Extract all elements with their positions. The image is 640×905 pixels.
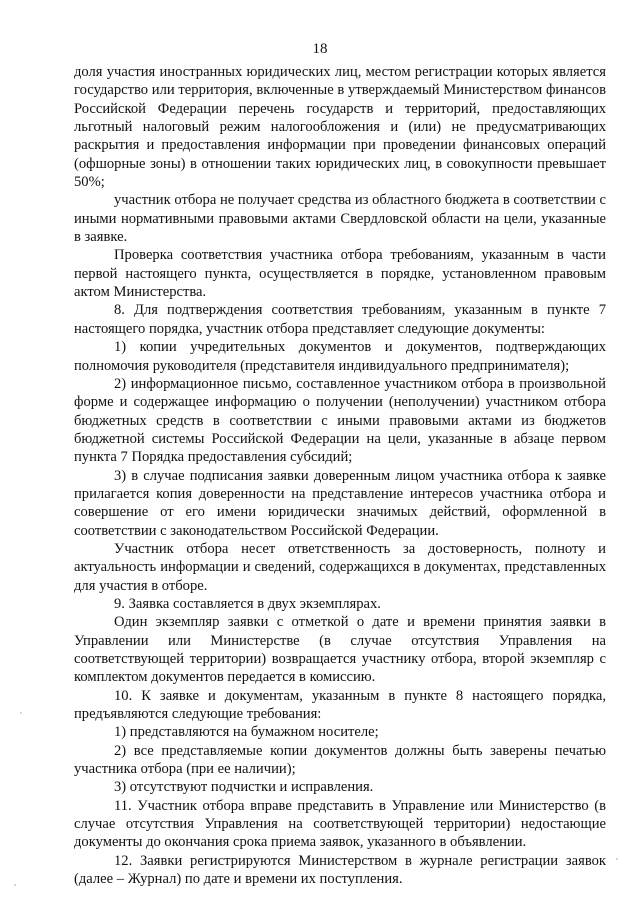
paragraph: 2) все представляемые копии документов должны быть заверены печатью участника отбора (при ее наличии); bbox=[74, 742, 606, 778]
paragraph: Проверка соответствия участника отбора требованиям, указанным в части первой настоящего пункта, осуществляется в порядке, установленном правовым актом Министерства. bbox=[74, 247, 606, 301]
paragraph: 3) в случае подписания заявки доверенным лицом участника отбора к заявке прилагается копия доверенности на представление интересов участника отбора и совершение от его имени юридически значимых действий, оформленной в соответствии с законодательством Российской Федерации. bbox=[74, 467, 606, 539]
paragraph: 1) копии учредительных документов и документов, подтверждающих полномочия руководителя (представителя индивидуального предпринимателя); bbox=[74, 339, 606, 374]
paragraph: 10. К заявке и документам, указанным в пункте 8 настоящего порядка, предъявляются следующие требования: bbox=[74, 687, 606, 723]
paragraph: 8. Для подтверждения соответствия требованиям, указанным в пункте 7 настоящего порядка, участник отбора представляет следующие документы: bbox=[74, 302, 606, 337]
scan-speck bbox=[616, 858, 618, 860]
paragraph: 2) информационное письмо, составленное участником отбора в произвольной форме и содержащее информацию о получении (неполучении) участником отбора бюджетных средств в соответствии с иными правовыми актами из бюджетов бюджетной системы Российской Федерации на цели, указанные в абзаце первом пункта 7 Порядка предоставления субсидий; bbox=[74, 375, 606, 466]
paragraph: доля участия иностранных юридических лиц, местом регистрации которых является государство или территория, включенные в утверждаемый Министерством финансов Российской Федерации перечень государств и территорий, предоставляющих льготный налоговый режим налогообложения и (или) не предусматривающих раскрытия и предоставления информации при проведении финансовых операций (офшорные зоны) в отношении таких юридических лиц, в совокупности превышает 50%; bbox=[74, 64, 606, 191]
scan-speck bbox=[14, 884, 16, 886]
scan-speck bbox=[20, 712, 22, 714]
paragraph: 11. Участник отбора вправе представить в Управление или Министерство (в случае отсутствия Управления на соответствующей территории) недостающие документы до окончания срока приема заявок, указанного в объявлении. bbox=[74, 797, 606, 851]
page-number: 18 bbox=[312, 41, 328, 57]
paragraph: Участник отбора несет ответственность за достоверность, полноту и актуальность информации и сведений, содержащихся в документах, представленных для участия в отборе. bbox=[74, 540, 606, 594]
paragraph: Один экземпляр заявки с отметкой о дате и времени принятия заявки в Управлении или Министерстве (в случае отсутствия Управления на соответствующей территории) возвращается участнику отбора, второй экземпляр с комплектом документов передается в комиссию. bbox=[74, 614, 606, 686]
paragraph: 12. Заявки регистрируются Министерством в журнале регистрации заявок (далее – Журнал) по дате и времени их поступления. bbox=[74, 852, 606, 888]
paragraph: участник отбора не получает средства из областного бюджета в соответствии с иными нормативными правовыми актами Свердловской области на цели, указанные в заявке. bbox=[74, 192, 606, 246]
document-body bbox=[74, 63, 606, 888]
paragraph: 1) представляются на бумажном носителе; bbox=[114, 724, 379, 741]
paragraph: 3) отсутствуют подчистки и исправления. bbox=[114, 779, 374, 796]
paragraph: 9. Заявка составляется в двух экземплярах. bbox=[114, 595, 381, 612]
